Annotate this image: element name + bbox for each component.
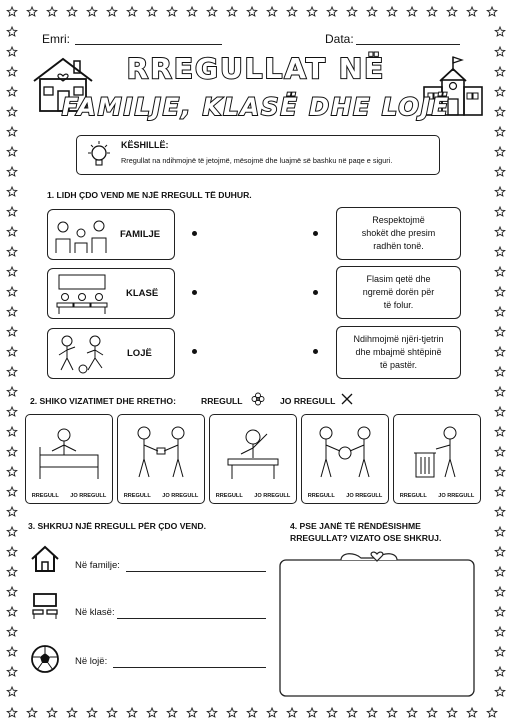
border-star <box>7 708 17 717</box>
border-star <box>247 7 257 16</box>
border-star <box>7 207 17 216</box>
border-star <box>495 607 505 616</box>
border-star <box>167 7 177 16</box>
border-star <box>495 627 505 636</box>
family-icon <box>53 215 109 255</box>
border-star <box>7 447 17 456</box>
write-label-family: Në familje: <box>75 560 120 571</box>
border-star <box>7 187 17 196</box>
border-star <box>7 387 17 396</box>
border-star <box>147 7 157 16</box>
border-star <box>327 7 337 16</box>
border-star <box>7 307 17 316</box>
border-star <box>7 527 17 536</box>
border-star <box>27 7 37 16</box>
border-star <box>307 708 317 717</box>
border-star <box>7 267 17 276</box>
write-label-class: Në klasë: <box>75 607 115 618</box>
border-star <box>287 7 297 16</box>
border-star <box>107 708 117 717</box>
border-star <box>495 387 505 396</box>
border-star <box>7 247 17 256</box>
name-line[interactable] <box>75 44 222 45</box>
border-star <box>407 708 417 717</box>
border-star <box>7 647 17 656</box>
cross-icon <box>340 392 354 406</box>
border-star <box>7 327 17 336</box>
border-star <box>495 207 505 216</box>
border-star <box>7 467 17 476</box>
border-star <box>287 708 297 717</box>
place-class: KLASË <box>126 288 159 299</box>
border-star <box>495 647 505 656</box>
picture-card: RREGULL JO RREGULL <box>117 414 205 504</box>
playing-kids-icon <box>53 333 111 375</box>
border-star <box>147 708 157 717</box>
date-label: Data: <box>325 32 354 46</box>
title-line2: FAMILJE, KLASË DHE LOJË <box>61 93 451 121</box>
rule-box: Respektojmë shokët dhe presim radhën tonë. <box>336 207 461 260</box>
border-star <box>7 547 17 556</box>
border-star <box>7 607 17 616</box>
border-star <box>207 7 217 16</box>
border-star <box>495 287 505 296</box>
border-star <box>495 307 505 316</box>
border-star <box>7 627 17 636</box>
write-line-class[interactable] <box>117 618 266 619</box>
write-line-family[interactable] <box>126 571 266 572</box>
tip-label: KËSHILLË: <box>121 140 169 150</box>
trash-bin-icon <box>402 421 472 483</box>
ball-kids-icon <box>310 421 380 483</box>
rule-box: Flasim qetë dhe ngremë dorën për të folur. <box>336 266 461 319</box>
border-star <box>187 7 197 16</box>
border-star <box>495 427 505 436</box>
border-star <box>7 427 17 436</box>
border-star <box>495 407 505 416</box>
border-star <box>7 367 17 376</box>
write-line-play[interactable] <box>113 667 266 668</box>
border-star <box>387 7 397 16</box>
classroom-icon <box>53 273 111 315</box>
border-star <box>127 708 137 717</box>
border-star <box>495 267 505 276</box>
date-line[interactable] <box>356 44 460 45</box>
border-star <box>495 227 505 236</box>
border-star <box>495 487 505 496</box>
border-star <box>367 7 377 16</box>
section4-title-line2: RREGULLAT? VIZATO OSE SHKRUJ. <box>290 533 442 543</box>
border-star <box>367 708 377 717</box>
sharing-kids-icon <box>126 421 196 483</box>
home-icon <box>30 545 60 573</box>
place-box-play <box>47 328 175 379</box>
border-star <box>7 487 17 496</box>
border-star <box>207 708 217 717</box>
border-star <box>495 687 505 696</box>
place-box-class <box>47 268 175 319</box>
border-star <box>495 467 505 476</box>
border-star <box>495 147 505 156</box>
border-star <box>495 567 505 576</box>
border-star <box>427 7 437 16</box>
section1-title: 1. LIDH ÇDO VEND ME NJË RREGULL TË DUHUR. <box>47 190 252 200</box>
flower-icon <box>251 392 265 406</box>
border-star <box>7 7 17 16</box>
tip-box <box>76 135 440 175</box>
name-label: Emri: <box>42 32 70 46</box>
border-star <box>227 708 237 717</box>
classroom-desk-icon <box>30 592 60 620</box>
place-box-family <box>47 209 175 260</box>
border-star <box>47 7 57 16</box>
match-dot[interactable] <box>192 290 197 295</box>
border-star <box>387 708 397 717</box>
border-star <box>495 507 505 516</box>
border-star <box>495 327 505 336</box>
section3-title: 3. SHKRUJ NJË RREGULL PËR ÇDO VEND. <box>28 521 206 531</box>
match-dot[interactable] <box>313 290 318 295</box>
lightbulb-icon <box>85 140 113 170</box>
border-star <box>267 7 277 16</box>
picture-card: RREGULL JO RREGULL <box>25 414 113 504</box>
border-star <box>495 347 505 356</box>
border-star <box>27 708 37 717</box>
border-star <box>447 7 457 16</box>
border-star <box>495 27 505 36</box>
border-star <box>87 7 97 16</box>
border-star <box>495 587 505 596</box>
border-star <box>495 187 505 196</box>
border-star <box>7 667 17 676</box>
border-star <box>127 7 137 16</box>
match-dot[interactable] <box>192 231 197 236</box>
border-star <box>467 708 477 717</box>
raising-hand-icon <box>218 421 288 483</box>
border-star <box>67 708 77 717</box>
border-star <box>87 708 97 717</box>
match-dot[interactable] <box>192 349 197 354</box>
border-star <box>447 708 457 717</box>
match-dot[interactable] <box>313 349 318 354</box>
border-star <box>347 7 357 16</box>
border-star <box>7 407 17 416</box>
border-star <box>7 167 17 176</box>
border-star <box>7 587 17 596</box>
drawing-box[interactable] <box>279 548 475 698</box>
picture-card: RREGULL JO RREGULL <box>209 414 297 504</box>
section4-title-line1: 4. PSE JANË TË RËNDËSISHME <box>290 521 421 531</box>
border-star <box>495 167 505 176</box>
border-star <box>467 7 477 16</box>
place-play: LOJË <box>127 348 152 359</box>
border-star <box>7 127 17 136</box>
border-star <box>487 7 497 16</box>
border-star <box>107 7 117 16</box>
border-star <box>7 27 17 36</box>
border-star <box>7 687 17 696</box>
border-star <box>167 708 177 717</box>
not-rule-legend-label: JO RREGULL <box>280 396 336 406</box>
tip-text: Rregullat na ndihmojnë të jetojmë, mësojmë dhe luajmë së bashku në paqe e siguri. <box>121 156 393 165</box>
title-line1: RREGULLAT NË <box>126 52 386 85</box>
border-star <box>247 708 257 717</box>
border-star <box>307 7 317 16</box>
rule-box: Ndihmojmë njëri-tjetrin dhe mbajmë shtëpinë të pastër. <box>336 326 461 379</box>
border-star <box>227 7 237 16</box>
picture-card: RREGULL JO RREGULL <box>393 414 481 504</box>
border-star <box>7 347 17 356</box>
border-star <box>495 667 505 676</box>
match-dot[interactable] <box>313 231 318 236</box>
border-star <box>495 247 505 256</box>
border-star <box>407 7 417 16</box>
border-star <box>7 287 17 296</box>
border-star <box>7 567 17 576</box>
write-label-play: Në lojë: <box>75 656 108 667</box>
border-star <box>67 7 77 16</box>
border-star <box>427 708 437 717</box>
rule-legend-label: RREGULL <box>201 396 243 406</box>
border-star <box>7 147 17 156</box>
picture-card: RREGULL JO RREGULL <box>301 414 389 504</box>
place-family: FAMILJE <box>120 229 161 240</box>
border-star <box>495 127 505 136</box>
border-star <box>487 708 497 717</box>
border-star <box>495 547 505 556</box>
border-star <box>327 708 337 717</box>
border-star <box>495 367 505 376</box>
border-star <box>267 708 277 717</box>
border-star <box>495 527 505 536</box>
border-star <box>7 227 17 236</box>
bed-icon <box>34 421 104 483</box>
border-star <box>347 708 357 717</box>
border-star <box>495 447 505 456</box>
soccer-ball-icon <box>30 644 60 674</box>
border-star <box>47 708 57 717</box>
border-star <box>7 507 17 516</box>
section2-title: 2. SHIKO VIZATIMET DHE RRETHO: <box>30 396 176 406</box>
border-star <box>187 708 197 717</box>
